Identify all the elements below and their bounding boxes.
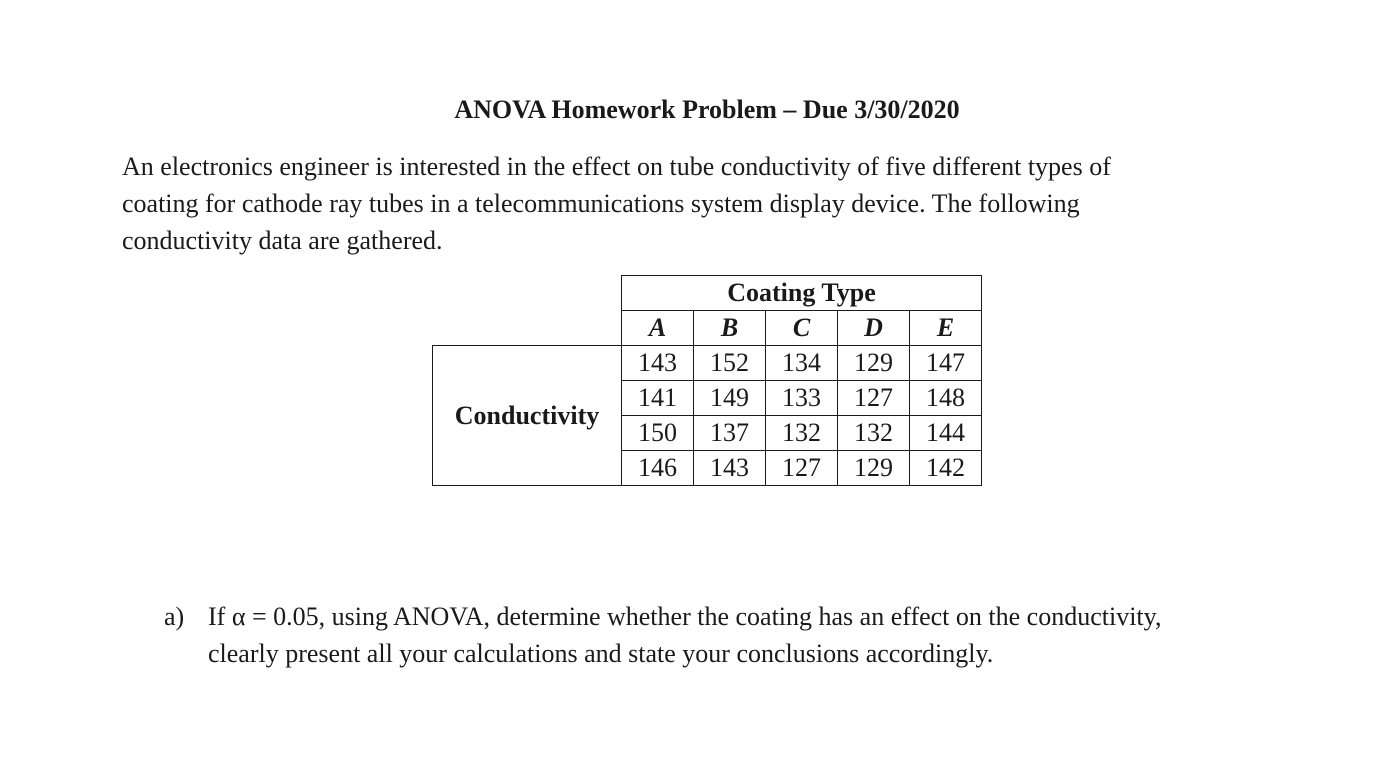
table-cell: 127 [766,451,838,486]
conductivity-row-label: Conductivity [433,346,622,486]
table-cell: 150 [622,416,694,451]
table-cell: 132 [766,416,838,451]
question-marker: a) [164,602,185,631]
column-header-d: D [838,311,910,346]
table-cell: 149 [694,381,766,416]
table-cell: 142 [910,451,982,486]
coating-type-header: Coating Type [622,276,982,311]
question-a [164,598,1161,672]
column-header-a: A [622,311,694,346]
table-cell: 143 [694,451,766,486]
table-cell: 143 [622,346,694,381]
table-cell: 134 [766,346,838,381]
table-corner [433,276,622,311]
table-corner [433,311,622,346]
conductivity-table [432,275,982,486]
table-cell: 129 [838,346,910,381]
question-text [208,598,1161,672]
table-cell: 129 [838,451,910,486]
table-cell: 137 [694,416,766,451]
column-header-b: B [694,311,766,346]
table-cell: 152 [694,346,766,381]
question-line: If α = 0.05, using ANOVA, determine whether the coating has an effect on the conductivity, [208,602,1162,631]
question-line: clearly present all your calculations and state your conclusions accordingly. [208,639,994,668]
table-cell: 146 [622,451,694,486]
column-header-e: E [910,311,982,346]
table-cell: 127 [838,381,910,416]
table-cell: 141 [622,381,694,416]
intro-paragraph [122,148,1322,259]
page-title: ANOVA Homework Problem – Due 3/30/2020 [454,95,960,124]
intro-line: conductivity data are gathered. [122,226,443,255]
intro-line: An electronics engineer is interested in the effect on tube conductivity of five different types of [122,152,1111,181]
table-cell: 132 [838,416,910,451]
table-cell: 144 [910,416,982,451]
table-cell: 133 [766,381,838,416]
table-cell: 148 [910,381,982,416]
column-header-c: C [766,311,838,346]
table-row [433,346,982,381]
table-cell: 147 [910,346,982,381]
intro-line: coating for cathode ray tubes in a telecommunications system display device. The following [122,189,1080,218]
